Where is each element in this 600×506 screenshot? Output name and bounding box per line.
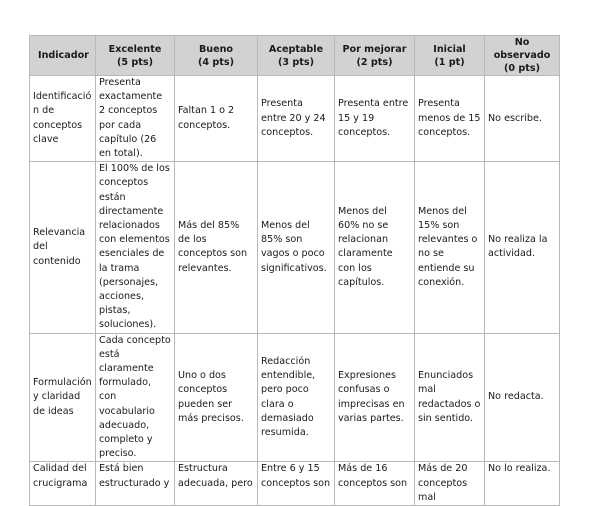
indicator-text: Calidad del crucigrama: [33, 463, 88, 489]
header-por-mejorar: [335, 36, 415, 76]
no-observado-cell: No redacta.: [485, 333, 560, 462]
por-mejorar-cell: Presenta entre 15 y 19 conceptos.: [335, 76, 415, 162]
inicial-cell: Menos del 15% son relevantes o no se entiende su conexión.: [415, 162, 485, 333]
inicial-cell: Presenta menos de 15 conceptos.: [415, 76, 485, 162]
indicator-cell: Identificación de conceptos clave: [30, 76, 96, 162]
excelente-cell: Presenta exactamente 2 conceptos por cada capítulo (26 en total).: [96, 76, 175, 162]
header-points: (5 pts): [117, 56, 153, 68]
excelente-cell: Cada concepto está claramente formulado, con vocabulario adecuado, completo y preciso.: [96, 333, 175, 462]
table-row: [30, 76, 560, 162]
header-points: (0 pts): [504, 63, 540, 74]
no-observado-cell: No escribe.: [485, 76, 560, 162]
bueno-text: Estructura adecuada, pero: [178, 463, 253, 489]
no-observado-cell: [485, 462, 560, 506]
header-label: Excelente: [108, 43, 162, 55]
aceptable-cell: Menos del 85% son vagos o poco significativos.: [258, 162, 335, 333]
table-row: [30, 333, 560, 462]
no-observado-text: No lo realiza.: [488, 463, 551, 475]
header-points: (3 pts): [278, 56, 314, 68]
table-row: [30, 462, 560, 506]
inicial-cell: [415, 462, 485, 506]
bueno-cell: Uno o dos conceptos pueden ser más precisos.: [175, 333, 258, 462]
header-label: No observado: [493, 37, 551, 61]
aceptable-cell: Redacción entendible, pero poco clara o demasiado resumida.: [258, 333, 335, 462]
inicial-cell: Enunciados mal redactados o sin sentido.: [415, 333, 485, 462]
header-label: Aceptable: [268, 43, 324, 55]
header-excelente: [96, 36, 175, 76]
por-mejorar-cell: Menos del 60% no se relacionan claramente con los capítulos.: [335, 162, 415, 333]
bueno-cell: Más del 85% de los conceptos son relevantes.: [175, 162, 258, 333]
bueno-cell: [175, 462, 258, 506]
header-no-observado: [485, 36, 560, 76]
header-bueno: [175, 36, 258, 76]
header-row: [30, 36, 560, 76]
indicator-cell: Formulación y claridad de ideas: [30, 333, 96, 462]
rubric-header: [30, 36, 560, 76]
inicial-text: Más de 20 conceptos mal: [418, 463, 468, 503]
table-row: [30, 162, 560, 333]
header-points: (2 pts): [356, 56, 393, 68]
header-points: (1 pt): [434, 56, 465, 68]
excelente-cell: El 100% de los conceptos están directamente relacionados con elementos esenciales de la trama (personajes, acciones, pistas, soluciones).: [96, 162, 175, 333]
excelente-cell: [96, 462, 175, 506]
header-aceptable: [258, 36, 335, 76]
aceptable-cell: Presenta entre 20 y 24 conceptos.: [258, 76, 335, 162]
indicator-cell: [30, 462, 96, 506]
por-mejorar-cell: [335, 462, 415, 506]
aceptable-text: Entre 6 y 15 conceptos son: [261, 463, 331, 489]
bueno-cell: Faltan 1 o 2 conceptos.: [175, 76, 258, 162]
header-label: Bueno: [198, 43, 234, 55]
por-mejorar-text: Más de 16 conceptos son: [338, 463, 408, 489]
excelente-text: Está bien estructurado y: [99, 463, 170, 489]
header-inicial: [415, 36, 485, 76]
header-indicador: [30, 36, 96, 76]
indicator-cell: Relevancia del contenido: [30, 162, 96, 333]
rubric-body: [30, 76, 560, 506]
header-label: Por mejorar: [342, 43, 407, 55]
no-observado-cell: No realiza la actividad.: [485, 162, 560, 333]
header-points: (4 pts): [198, 56, 234, 68]
header-label: Indicador: [38, 50, 89, 61]
header-label: Inicial: [433, 43, 466, 55]
aceptable-cell: [258, 462, 335, 506]
rubric-table: [29, 35, 560, 506]
por-mejorar-cell: Expresiones confusas o imprecisas en varias partes.: [335, 333, 415, 462]
